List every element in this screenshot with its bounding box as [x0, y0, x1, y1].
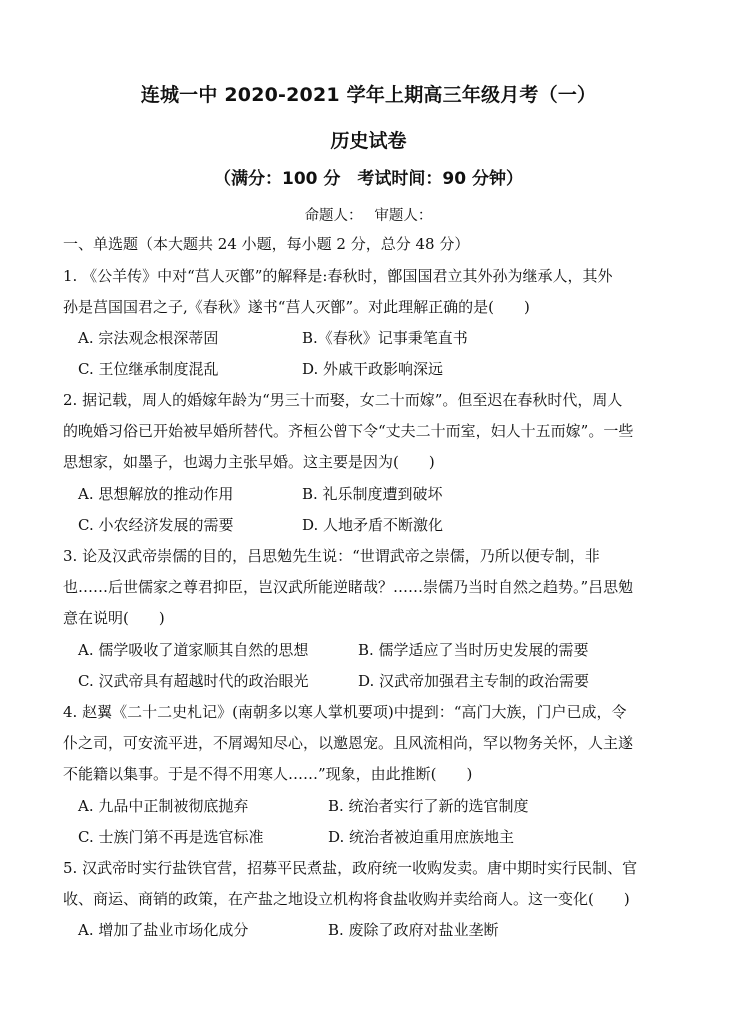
option-a: A. 宗法观念根深蒂固	[78, 329, 219, 347]
question-line: 收、商运、商销的政策，在产盐之地设立机构将食盐收购并卖给商人。这一变化( )	[63, 890, 630, 908]
option-a: A. 增加了盐业市场化成分	[78, 921, 249, 939]
option-b: B. 统治者实行了新的选官制度	[328, 797, 529, 815]
option-b: B. 废除了政府对盐业垄断	[328, 921, 499, 939]
option-c: C. 小农经济发展的需要	[78, 516, 234, 534]
option-c: C. 王位继承制度混乱	[78, 360, 219, 378]
option-d: D. 统治者被迫重用庶族地主	[328, 828, 515, 846]
option-d: D. 外戚干政影响深远	[302, 360, 444, 378]
option-c: C. 士族门第不再是选官标准	[78, 828, 264, 846]
option-b: B.《春秋》记事秉笔直书	[302, 329, 468, 347]
question-line: 也……后世儒家之尊君抑臣，岂汉武所能逆睹哉？……崇儒乃当时自然之趋势。”吕思勉	[63, 578, 634, 596]
question-line: 1. 《公羊传》中对“莒人灭鄫”的解释是:春秋时，鄫国国君立其外孙为继承人，其外	[63, 267, 613, 285]
question-line: 3. 论及汉武帝崇儒的目的，吕思勉先生说：“世谓武帝之崇儒，乃所以便专制，非	[63, 547, 600, 565]
option-b: B. 儒学适应了当时历史发展的需要	[358, 641, 589, 659]
question-line: 的晚婚习俗已开始被早婚所替代。齐桓公曾下令“丈夫二十而室，妇人十五而嫁”。一些	[63, 422, 634, 440]
question-line: 不能籍以集事。于是不得不用寒人……”现象，由此推断( )	[63, 765, 473, 783]
question-line: 5. 汉武帝时实行盐铁官营，招募平民煮盐，政府统一收购发卖。唐中期时实行民制、官	[63, 859, 638, 877]
option-b: B. 礼乐制度遭到破坏	[302, 485, 443, 503]
question-line: 意在说明( )	[63, 609, 165, 627]
question-line: 思想家，如墨子，也竭力主张早婚。这主要是因为( )	[63, 453, 435, 471]
exam-meta: （满分：100 分 考试时间：90 分钟）	[214, 169, 523, 189]
section-heading: 一、单选题（本大题共 24 小题，每小题 2 分，总分 48 分）	[63, 235, 470, 253]
exam-authors: 命题人： 审题人：	[304, 208, 433, 224]
option-d: D. 人地矛盾不断激化	[302, 516, 444, 534]
question-line: 孙是莒国国君之子,《春秋》遂书“莒人灭鄫”。对此理解正确的是( )	[63, 298, 530, 316]
option-a: A. 儒学吸收了道家顺其自然的思想	[78, 641, 309, 659]
question-line: 2. 据记载，周人的婚嫁年龄为“男三十而娶，女二十而嫁”。但至迟在春秋时代，周人	[63, 391, 623, 409]
option-a: A. 思想解放的推动作用	[78, 485, 234, 503]
exam-title: 连城一中 2020-2021 学年上期高三年级月考（一）	[140, 84, 597, 106]
exam-subject: 历史试卷	[330, 130, 407, 152]
question-line: 4. 赵翼《二十二史札记》(南朝多以寒人掌机要项)中提到：“高门大族，门户已成，令	[63, 703, 627, 721]
option-d: D. 汉武帝加强君主专制的政治需要	[358, 672, 590, 690]
option-c: C. 汉武帝具有超越时代的政治眼光	[78, 672, 309, 690]
option-a: A. 九品中正制被彻底抛弃	[78, 797, 249, 815]
question-line: 仆之司，可安流平进，不屑竭知尽心，以邀恩宠。且风流相尚，罕以物务关怀，人主遂	[63, 734, 634, 752]
